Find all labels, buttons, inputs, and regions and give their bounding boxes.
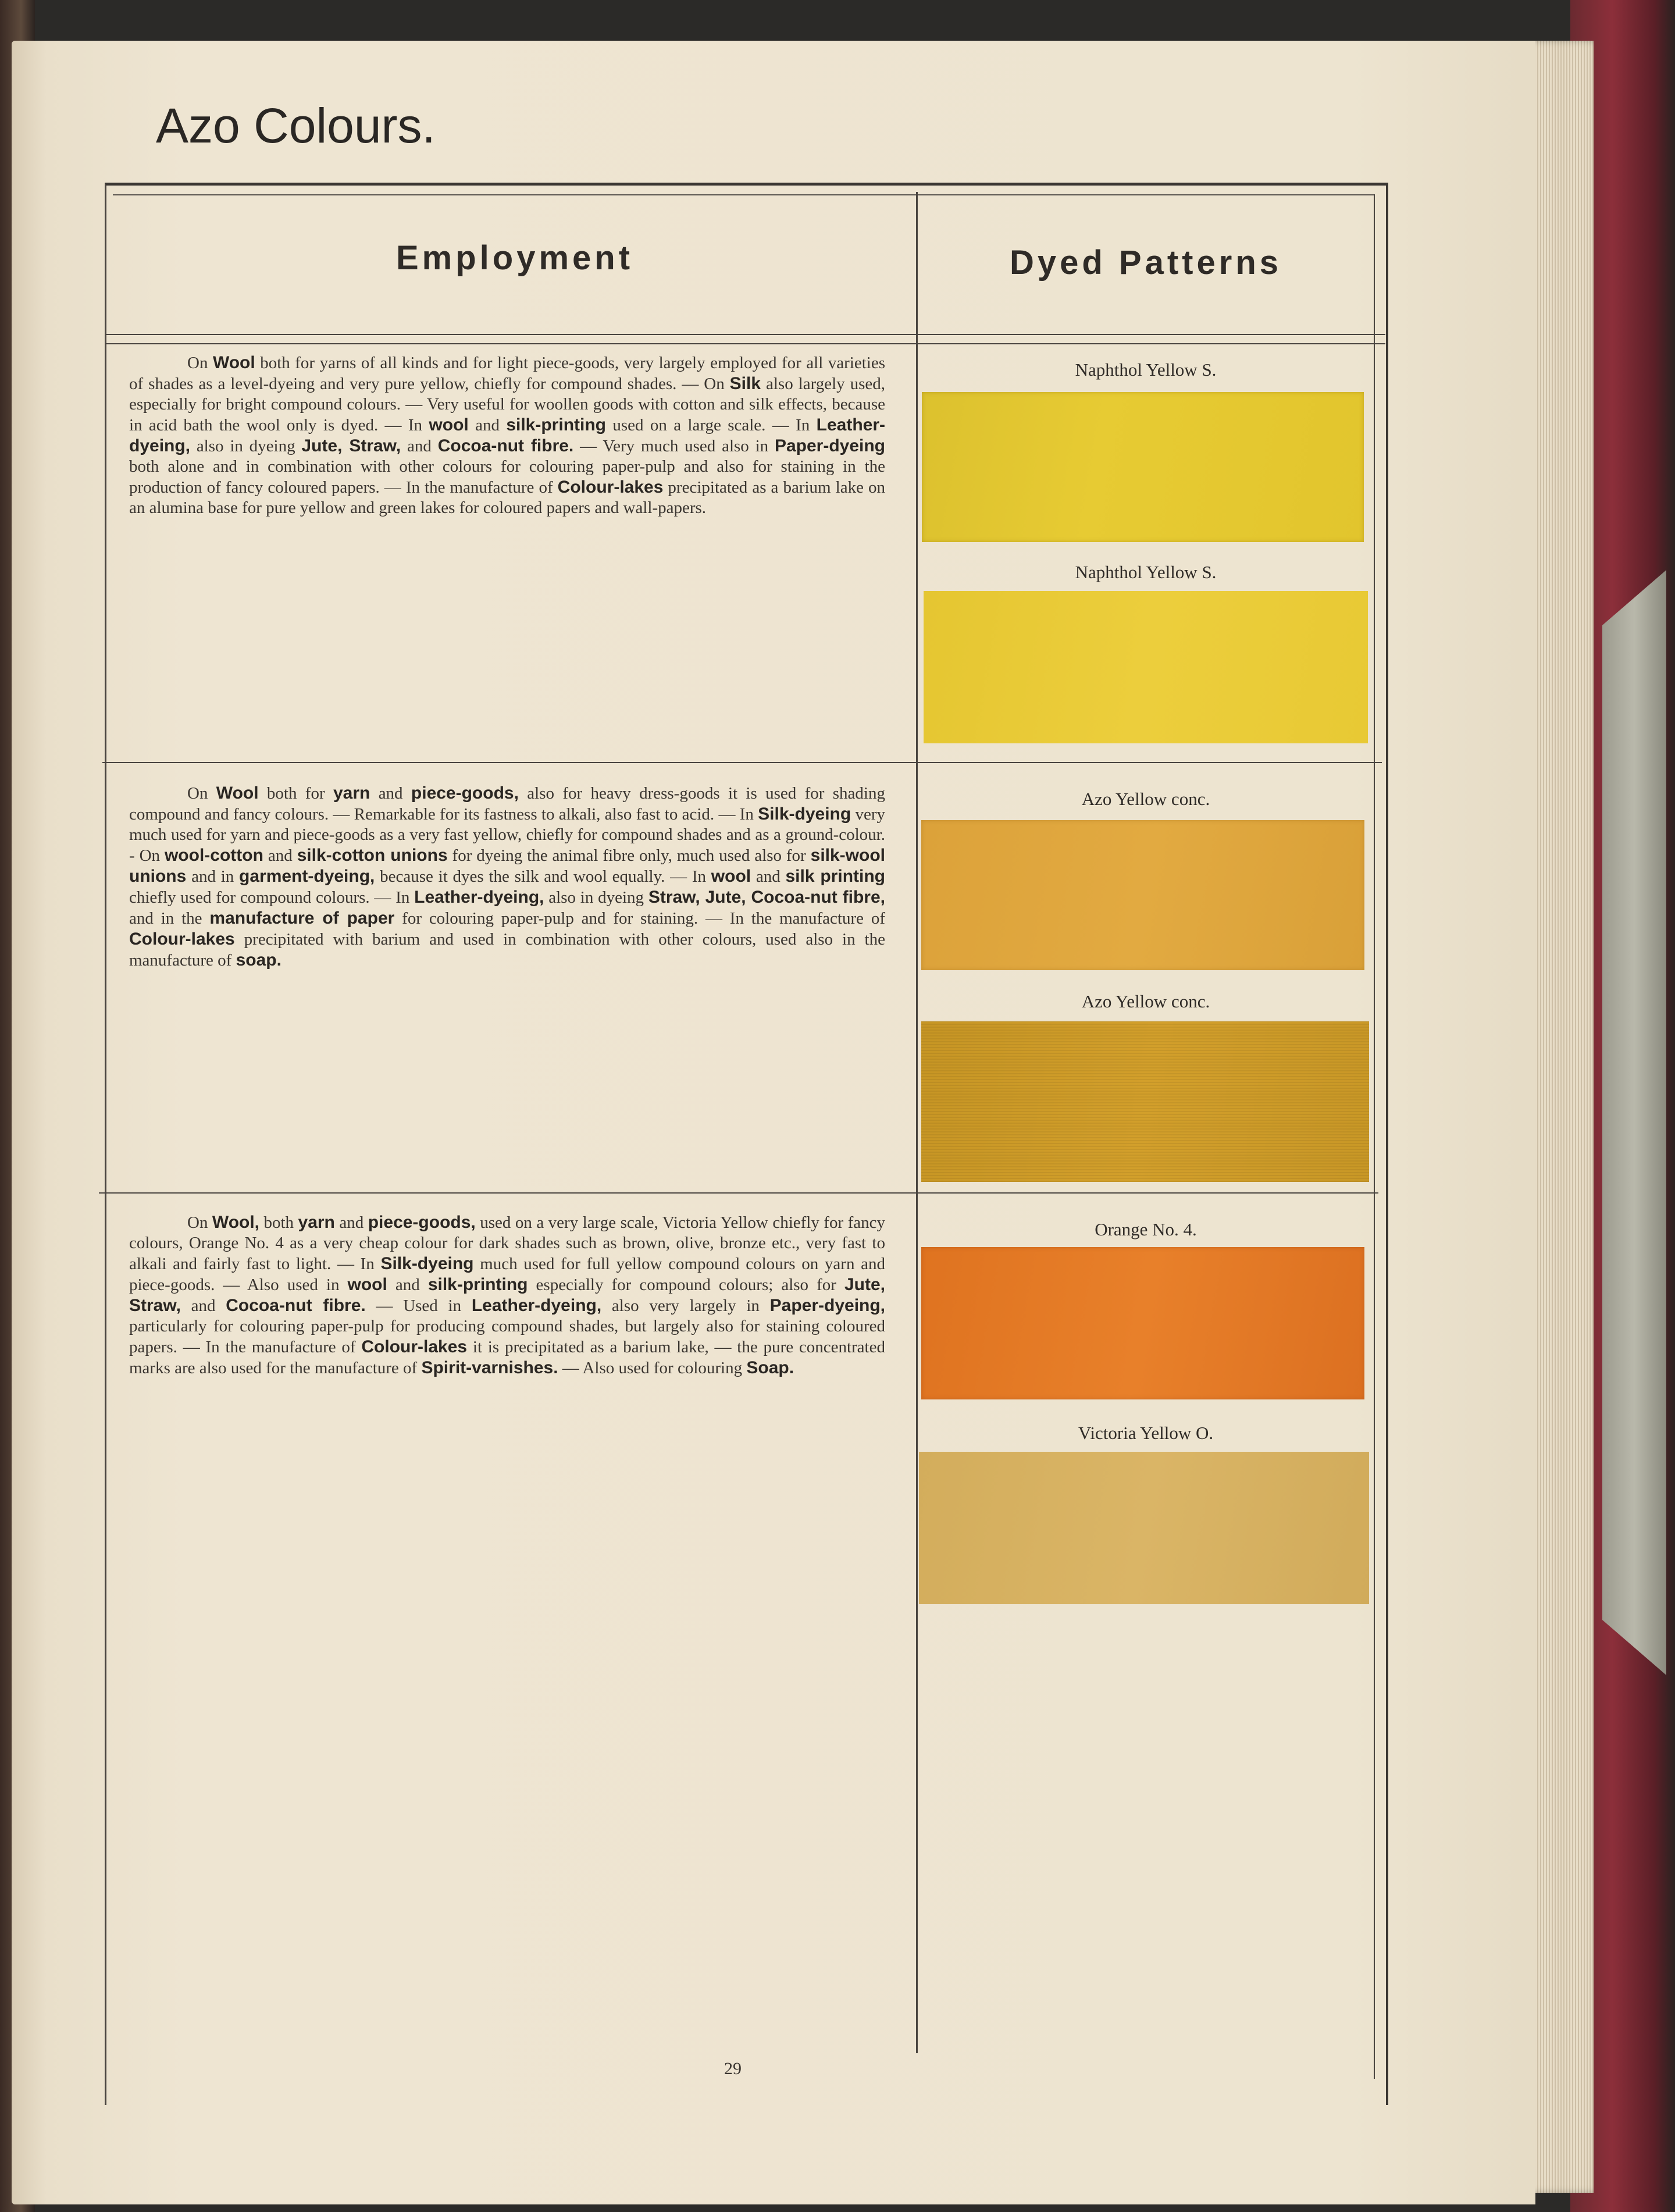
employment-text: On Wool, both yarn and piece-goods, used on a very large scale, Victoria Yellow chiefly for fancy colours, Orange No. 4 as a very cheap colour for dark shades such as brown, olive, bronze etc., very fast to alkali and fairly fast to light. — In Silk-dyeing much used for full yellow compound colours on yarn and piece-goods. — Also used in wool and silk-printing especially for compound colours; also for Jute, Straw, and Cocoa-nut fibre. — Used in Leather-dyeing, also very largely in Paper-dyeing, particularly for colouring paper-pulp for producing compound shades, but largely also for staining coloured papers. — In the manufacture of Colour-lakes it is precipitated as a barium lake, — the pure concentrated marks are also used for the manufacture of Spirit-varnishes. — Also used for colouring Soap. (129, 1213, 886, 1377)
bold-term: Paper-dyeing, (769, 1296, 886, 1315)
bold-term: Silk-dyeing (380, 1254, 474, 1273)
column-divider (916, 192, 918, 2053)
employment-text: On Wool both for yarns of all kinds and for light piece-goods, very largely employed for all varieties of shades as a level-dyeing and very pure yellow, chiefly for compound shades. — On Silk also largely used, especially for bright compound colours. — Very useful for woollen goods with cotton and silk effects, because in acid bath the wool only is dyed. — In wool and silk-printing used on a large scale. — In Leather-dyeing, also in dyeing Jute, Straw, and Cocoa-nut fibre. — Very much used also in Paper-dyeing both alone and in combination with other colours for colouring paper-pulp and also for staining in the production of fancy coloured papers. — In the manufacture of Colour-lakes precipitated as a barium lake on an alumina base for pure yellow and green lakes for coloured papers and wall-papers. (129, 353, 886, 517)
bold-term: Jute, Straw, (301, 436, 401, 455)
bold-term: wool (711, 867, 751, 886)
right-inner-rule (1374, 194, 1375, 2079)
bold-term: Leather-dyeing, (471, 1296, 602, 1315)
page-title: Azo Colours. (156, 98, 436, 153)
employment-text: On Wool both for yarn and piece-goods, also for heavy dress-goods it is used for shading compound and fancy colours. — Remarkable for its fastness to alkali, also fast to acid. — In Silk-dyeing very much used for yarn and piece-goods as a very fast yellow, chiefly for compound shades and as a ground-colour. - On wool-cotton and silk-cotton unions for dyeing the animal fibre only, much used also for silk-wool unions and in garment-dyeing, because it dyes the silk and wool equally. — In wool and silk printing chiefly used for compound colours. — In Leather-dyeing, also in dyeing Straw, Jute, Cocoa-nut fibre, and in the manufacture of paper for colouring paper-pulp and for staining. — In the manufacture of Colour-lakes precipitated with barium and used in combination with other colours, used also in the manufacture of soap. (129, 783, 886, 970)
bold-term: Colour-lakes (361, 1337, 468, 1356)
sample-label: Azo Yellow conc. (1081, 789, 1210, 809)
header-employment: Employment (395, 239, 634, 277)
dyed-swatch (921, 820, 1364, 970)
bold-term: Wool, (212, 1213, 260, 1232)
sample-label: Azo Yellow conc. (1081, 991, 1210, 1011)
bold-term: Wool (216, 783, 259, 803)
row-divider (102, 762, 1382, 763)
bold-term: Jute, Straw, (129, 1275, 885, 1315)
bold-term: wool (347, 1275, 387, 1294)
dyed-swatch (924, 591, 1368, 743)
header-dyed-patterns: Dyed Patterns (1009, 244, 1282, 282)
bold-term: Colour-lakes (557, 478, 664, 497)
bold-term: Cocoa-nut fibre. (226, 1296, 366, 1315)
dyed-swatch (922, 392, 1364, 542)
bold-term: manufacture of paper (209, 909, 395, 928)
bold-term: Leather-dyeing, (414, 888, 544, 907)
dyed-swatch (921, 1247, 1364, 1399)
bold-term: silk-cotton unions (297, 846, 448, 865)
bold-term: silk-printing (506, 415, 606, 434)
bold-term: silk-wool unions (129, 846, 885, 886)
bold-term: Silk (729, 374, 761, 393)
sample-label: Orange No. 4. (1095, 1219, 1197, 1239)
bold-term: soap. (236, 950, 281, 970)
page-number: 29 (724, 2059, 742, 2078)
bold-term: Spirit-varnishes. (421, 1358, 558, 1377)
bold-term: Soap. (746, 1358, 794, 1377)
header-rule (106, 334, 1385, 335)
bold-term: Wool (212, 353, 255, 372)
bold-term: wool (429, 415, 469, 434)
bold-term: Cocoa-nut fibre. (437, 436, 574, 455)
bold-term: yarn (298, 1213, 335, 1232)
bold-term: Paper-dyeing (774, 436, 886, 455)
dyed-swatch (919, 1452, 1369, 1604)
row-divider (99, 1192, 1378, 1194)
sample-label: Victoria Yellow O. (1078, 1423, 1214, 1443)
header-rule-double (106, 343, 1385, 344)
bold-term: silk printing (785, 867, 885, 886)
bold-term: wool-cotton (164, 846, 263, 865)
bold-term: yarn (333, 783, 370, 803)
bold-term: garment-dyeing, (239, 867, 375, 886)
bold-term: silk-printing (427, 1275, 528, 1294)
page-tab (1602, 570, 1666, 1675)
dyed-swatch (921, 1021, 1369, 1182)
sample-label: Naphthol Yellow S. (1075, 562, 1217, 582)
bold-term: Leather-dyeing, (129, 415, 885, 455)
bold-term: Colour-lakes (129, 929, 235, 949)
bold-term: Silk-dyeing (758, 804, 851, 824)
sample-label: Naphthol Yellow S. (1075, 359, 1217, 380)
bold-term: piece-goods, (411, 783, 519, 803)
bold-term: Straw, Jute, Cocoa-nut fibre, (648, 888, 885, 907)
bold-term: piece-goods, (368, 1213, 476, 1232)
